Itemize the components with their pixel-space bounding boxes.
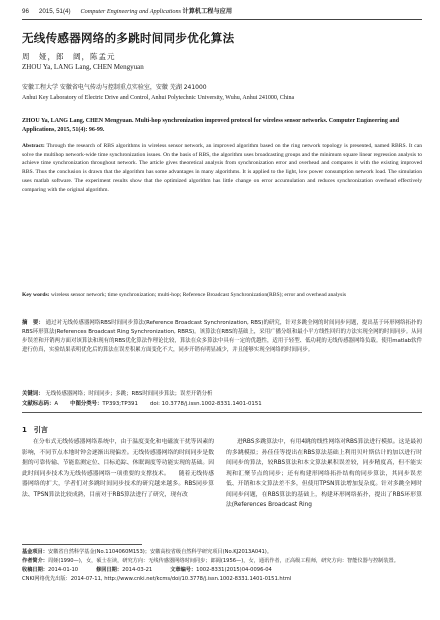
affiliation-english: Anhui Key Laboratory of Electric Drive and Control, Anhui Polytechnic University, Wuhu, Anhui 241000, China bbox=[22, 95, 295, 101]
footnotes bbox=[22, 548, 422, 584]
article-value: 1002-8331(2015)04-0096-04 bbox=[196, 567, 272, 573]
clc-label: 中图分类号： bbox=[70, 401, 103, 407]
keywords-chinese-text: 无线传感器网络；时间同步；多跳；RBS时间同步算法；误差开销分析 bbox=[45, 391, 213, 397]
citation: ZHOU Ya, LANG Lang, CHEN Mengyuan. Multi-hop synchronization improved protocol for wireless sensor networks. Computer Engineering and Applications, 2015, 51(4): 96-99. bbox=[22, 118, 400, 133]
affiliation bbox=[22, 83, 294, 103]
journal-name bbox=[81, 6, 232, 15]
bio-text: 周娅(1990—)，女，硕士在读，研究方向：无线传感器网络时间同步；郎阔(1956—)，女，通讯作者，正高级工程师，研究方向：智能仪器与控制装置。 bbox=[47, 558, 399, 564]
abstract-chinese bbox=[22, 319, 422, 355]
doc-code-value: A bbox=[54, 401, 59, 407]
keywords-english-text: wireless sensor network; time synchronization; multi-hop; Reference Broadcast Synchronization(RBS); error and overhead analysis bbox=[50, 292, 347, 298]
section-divider bbox=[22, 412, 422, 413]
document-info bbox=[22, 400, 422, 408]
journal-name-en: Computer Engineering and Applications bbox=[80, 8, 181, 15]
authors-english: ZHOU Ya, LANG Lang, CHEN Mengyuan bbox=[22, 63, 144, 71]
cnki-publication: CNKI网络优先出版：2014-07-11, http://www.cnki.net/kcms/doi/10.3778/j.issn.1002-8331.1401-0151.html bbox=[22, 576, 292, 582]
clc-value: TP393;TP391 bbox=[102, 401, 138, 407]
received-value: 2014-01-10 bbox=[47, 567, 79, 573]
abstract-chinese-text: 通过对无线传感器网络RBS时间同步算法(Reference Broadcast Synchronization, RBS)的研究，针对多跳全网的时间同步问题，提出基于环形网络拓扑的RBS环形算法(References Broadcast Ring Synchronization, RBRS)。该算法在RBS的基础上，采用广播分组和最小平方线性回归的方法实现全网的时间同步。从同步误差和开销两方面对该算法和现有的RBS优化算法作理论比较，算法在众多算法中具有一定的优越性，适用于轻型、低功耗的无线传感器网络负载。使用matlab软件进行仿真，实验结果表明优化后的算法在误差积累方面变化不大，同步开销有明显减少，并且能够实现全网络的时间同步。 bbox=[22, 320, 422, 353]
article-number bbox=[170, 566, 272, 575]
keywords-english bbox=[22, 291, 422, 300]
body-column-right: 进RBS多跳算法中，有用4跳的线性网络对RBS算法进行模拟。这是最初的多跳模拟；孙佳佳等提出在RBS算法基础上利用贝叶斯估计的加以进行时间同步的算法，较RBS算法和本文算法累积误差较，同步精度高，但不能实现和汇聚节点的同步；还有构建形网络拓扑结构的同步算法，其同步误差低、开销和本文算法差不多，但使用TPSN算法增加复杂度。针对多跳全网时间同步问题，在RBS算法的基础上，构建环形网络拓扑，提出了RBS环形算法(References Broadcast Ring bbox=[226, 439, 422, 508]
clc-number bbox=[70, 400, 138, 408]
received-label: 收稿日期： bbox=[22, 567, 48, 573]
running-header bbox=[22, 6, 422, 20]
abstract-english bbox=[22, 142, 422, 194]
abstract-english-label: Abstract: bbox=[22, 143, 45, 149]
fund-text: 安徽省自然科学基金(No.1104060M153)；安徽高校省级自然科学研究项目(No.KJ2013A041)。 bbox=[47, 549, 273, 555]
keywords-chinese bbox=[22, 390, 422, 398]
doc-code bbox=[22, 400, 58, 408]
abstract-english-text: Through the research of RBS algorithms in wireless sensor network, an improved algorithm based on the ring network topology is presented, named RBRS. It can solve the multihop network-wide time synchronization issues. On the basis of RBS, the algorithm uses broadcasting groups and the minimum square linear regression analysis to achieve time synchronization throughout network. The article gives theoretical analysis from synchronization error and overhead and compares it with the existing improved RBS. Thus the conclusion is drawn that the algorithm has some advantages in many algorithms. It is applied to the light, low power consumption network load. The simulation uses matlab software. The experiment results show that the optimized algorithm has little change on error accumulation and reduces synchronization overhead effectively comparing with the original algorithm. bbox=[22, 143, 422, 193]
keywords-chinese-label: 关键词： bbox=[22, 391, 44, 397]
received-date bbox=[22, 566, 78, 575]
revised-label: 修回日期： bbox=[96, 567, 123, 573]
bio-label: 作者简介： bbox=[22, 558, 48, 564]
abstract-chinese-label: 摘 要： bbox=[22, 320, 44, 326]
revised-date bbox=[96, 566, 152, 575]
affiliation-chinese: 安徽工程大学 安徽省电气传动与控制重点实验室，安徽 芜湖 241000 bbox=[22, 84, 207, 91]
article-label: 文章编号： bbox=[170, 567, 197, 573]
authors-chinese: 周 娅，郎 阔，陈孟元 bbox=[22, 52, 116, 61]
doi: doi: 10.3778/j.issn.1002-8331.1401-0151 bbox=[149, 401, 262, 407]
dates-row bbox=[22, 566, 422, 575]
page-number: 96 bbox=[22, 8, 29, 15]
keywords-english-label: Key words: bbox=[22, 292, 50, 298]
revised-value: 2014-03-21 bbox=[122, 567, 153, 573]
paper-title: 无线传感器网络的多跳时间同步优化算法 bbox=[22, 31, 235, 45]
volume-issue: 2015, 51(4) bbox=[38, 8, 71, 15]
body-column-left: 在分布式无线传感器网络系统中，由于温度变化和电磁波干扰等因素的影响，不同节点本地时钟会逐渐出现偏差。无线传感器网络的时间同步是数据的可靠传输、节能监测定位、目标追踪、休眠调度等功能实现的基础。因此时间同步技术为无线传感器网络一项重要的支撑技术。 随着无线传感器网络的扩大，学者们对多跳时间同步技术的研究越来越多。RBS同步算法、TPSN算法比较成熟，目前对于RBS算法进行了研究，现有改 bbox=[22, 439, 214, 498]
fund-note bbox=[22, 548, 422, 557]
fund-label: 基金项目： bbox=[22, 549, 48, 555]
author-bio bbox=[22, 557, 422, 566]
doc-code-label: 文献标志码： bbox=[22, 401, 55, 407]
footnote-divider bbox=[22, 544, 142, 545]
journal-name-cn: 计算机工程与应用 bbox=[182, 8, 233, 15]
section-heading-introduction: 1 引言 bbox=[22, 426, 48, 434]
